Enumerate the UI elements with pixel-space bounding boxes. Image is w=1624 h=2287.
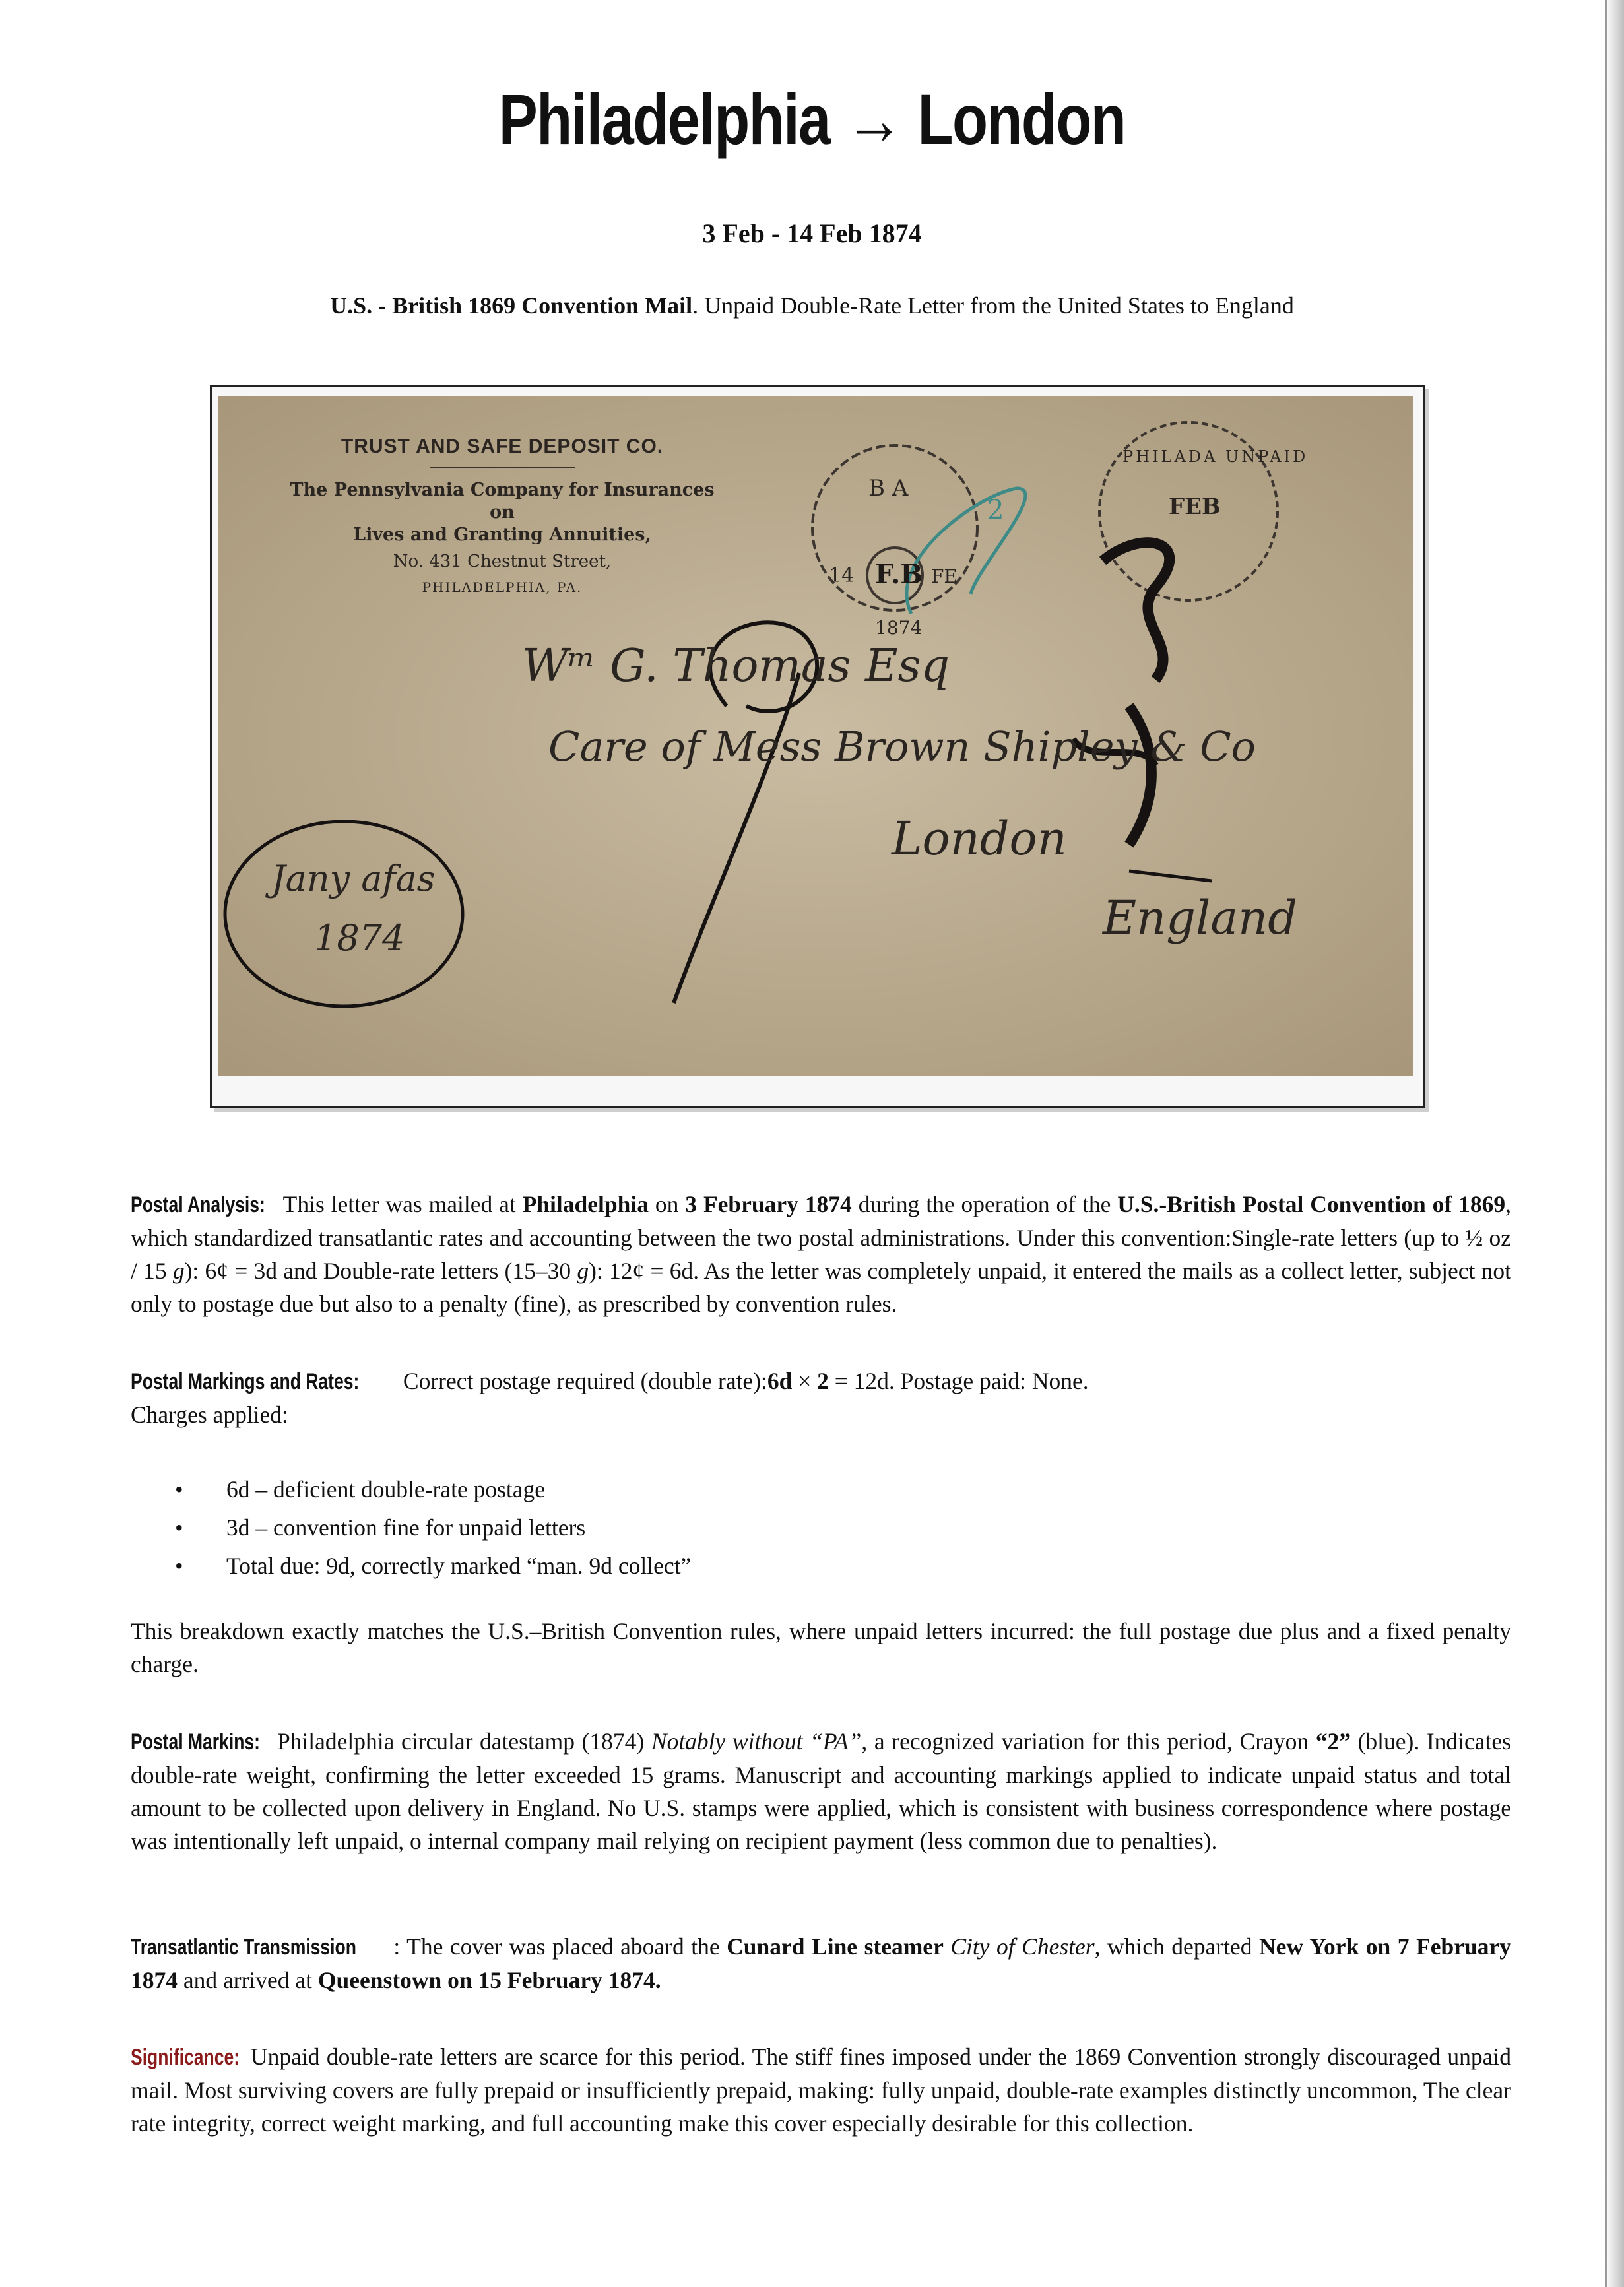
analysis-bold-2: 3 February 1874 — [685, 1191, 852, 1217]
cover-envelope-image — [218, 396, 1413, 1076]
analysis-text-1: This letter was mailed at — [276, 1191, 523, 1217]
analysis-text-3: during the operation of the — [851, 1191, 1118, 1217]
postmark-month: FE — [931, 565, 958, 587]
charges-applied-label: Charges applied: — [131, 1401, 288, 1428]
significance-paragraph — [131, 2040, 1511, 2140]
markins-italic-1: Notably without “PA” — [651, 1728, 862, 1755]
rates-bold-2: 2 — [817, 1368, 829, 1394]
transmission-text-2 — [944, 1933, 951, 1960]
markings-rates-heading: Postal Markings and Rates: — [131, 1369, 360, 1394]
transmission-bold-2: New York on 7 February 1874 — [131, 1933, 1511, 1993]
markins-text-3: (blue). Indicates double-rate weight, confirming the letter exceeded 15 grams. Manuscript and accounting markings applied to indicate unpaid status and total amount to be collected upon delivery in England. No U.S. stamps were applied, which is consistent with business correspondence where postage was intentionally left unpaid, o internal company mail relying on recipient payment (less common due to penalties). — [131, 1728, 1511, 1854]
list-item: • 6d – deficient double-rate postage — [131, 1470, 691, 1508]
page-edge-shadow — [1606, 0, 1624, 2287]
corner-line-4: No. 431 Chestnut Street, — [393, 552, 612, 571]
docket-line-1: Jany afas — [271, 858, 436, 899]
markins-bold-1: “2” — [1315, 1728, 1351, 1755]
rates-text-3: = 12d. Postage paid: None. — [828, 1368, 1089, 1394]
charges-list — [131, 1470, 691, 1585]
postal-analysis-paragraph — [131, 1188, 1511, 1320]
corner-rule — [430, 467, 575, 468]
crayon-2-label: 2 — [987, 495, 1004, 525]
transmission-bold-3: Queenstown on 15 February 1874. — [317, 1967, 661, 1993]
subtitle-rest: . Unpaid Double-Rate Letter from the United States to England — [692, 292, 1294, 319]
postal-markins-heading: Postal Markins: — [131, 1729, 261, 1755]
address-line-4: England — [1103, 891, 1298, 945]
analysis-bold-1: Philadelphia — [522, 1191, 649, 1217]
analysis-bold-3: U.S.-British Postal Convention of 1869 — [1117, 1191, 1506, 1217]
page-edge-line — [1605, 0, 1607, 2287]
postmark-year: 1874 — [875, 617, 923, 639]
transmission-heading: Transatlantic Transmission — [131, 1935, 356, 1960]
postal-markins-paragraph — [131, 1725, 1511, 1857]
corner-card — [278, 435, 727, 595]
corner-line-2: The Pennsylvania Company for Insurances on — [290, 480, 715, 523]
breakdown-paragraph: This breakdown exactly matches the U.S.–British Convention rules, where unpaid letters incurred: the full postage due plus and a fixed penalty charge. — [131, 1618, 1511, 1677]
postmark2-month: FEB — [1169, 494, 1221, 520]
transmission-text-3: , which departed — [1094, 1933, 1260, 1960]
corner-line-5: PHILADELPHIA, PA. — [422, 579, 583, 595]
significance-text: Unpaid double-rate letters are scarce for this period. The stiff fines imposed under the 1869 Convention strongly discouraged unpaid mail. Most surviving covers are fully prepaid or insufficiently prepaid, making: fully unpaid, double-rate examples distinctly uncommon, The clear rate integrity, correct weight marking, and full accounting make this cover especially desirable for this collection. — [131, 2044, 1511, 2137]
docket-line-2: 1874 — [314, 917, 405, 959]
transmission-bold-1: Cunard Line steamer — [727, 1933, 944, 1960]
page-title: Philadelphia → London — [498, 79, 1126, 159]
subtitle-bold: U.S. - British 1869 Convention Mail — [330, 292, 693, 319]
postmark2-arc: PHILADA UNPAID — [1122, 447, 1309, 466]
rates-bold-1: 6d — [767, 1368, 793, 1394]
significance-heading: Significance: — [131, 2045, 240, 2070]
postmark-day: 14 — [829, 564, 855, 587]
page-subtitle — [0, 292, 1624, 319]
list-item: • 3d – convention fine for unpaid letters — [131, 1508, 691, 1547]
transmission-paragraph — [131, 1930, 1511, 1997]
analysis-text-6: ): 12¢ = 6d. As the letter was completely unpaid, it entered the mails as a collect letter, subject not only to postage due but also to a penalty (fine), as prescribed by convention rules. — [131, 1258, 1511, 1317]
postmark-ba: B A — [868, 475, 909, 501]
markins-text-1: Philadelphia circular datestamp (1874) — [270, 1728, 651, 1755]
transmission-text-4: and arrived at — [178, 1967, 318, 1993]
address-line-1: Wᵐ G. Thomas Esq — [522, 640, 950, 692]
transmission-text-1: : The cover was placed aboard the — [393, 1933, 727, 1960]
rates-text-2: × — [792, 1368, 818, 1394]
corner-line-3: Lives and Granting Annuities, — [353, 525, 651, 545]
postmark-fb: F.B — [875, 559, 923, 590]
markings-rates-paragraph — [131, 1365, 1511, 1431]
markins-text-2: , a recognized variation for this period, Crayon — [861, 1728, 1316, 1755]
analysis-text-5: ): 6¢ = 3d and Double-rate letters (15–30 — [184, 1258, 577, 1284]
address-line-2: Care of Mess Brown Shipley & Co — [548, 723, 1256, 771]
address-line-3: London — [892, 812, 1067, 866]
transmission-italic-1: City of Chester — [950, 1933, 1095, 1960]
analysis-italic-2: g — [577, 1258, 589, 1284]
postal-analysis-heading: Postal Analysis: — [131, 1192, 265, 1217]
date-range: 3 Feb - 14 Feb 1874 — [702, 218, 922, 248]
analysis-italic-1: g — [172, 1258, 185, 1284]
rates-text-1: Correct postage required (double rate): — [397, 1368, 767, 1394]
analysis-text-2: on — [649, 1191, 686, 1217]
list-item: • Total due: 9d, correctly marked “man. 9d collect” — [131, 1547, 691, 1585]
corner-company: TRUST AND SAFE DEPOSIT CO. — [341, 435, 664, 457]
analysis-text-4: , which standardized transatlantic rates and accounting between the two postal administrations. Under this convention:Single-rate letters (up to ½ oz / 15 — [131, 1191, 1512, 1284]
